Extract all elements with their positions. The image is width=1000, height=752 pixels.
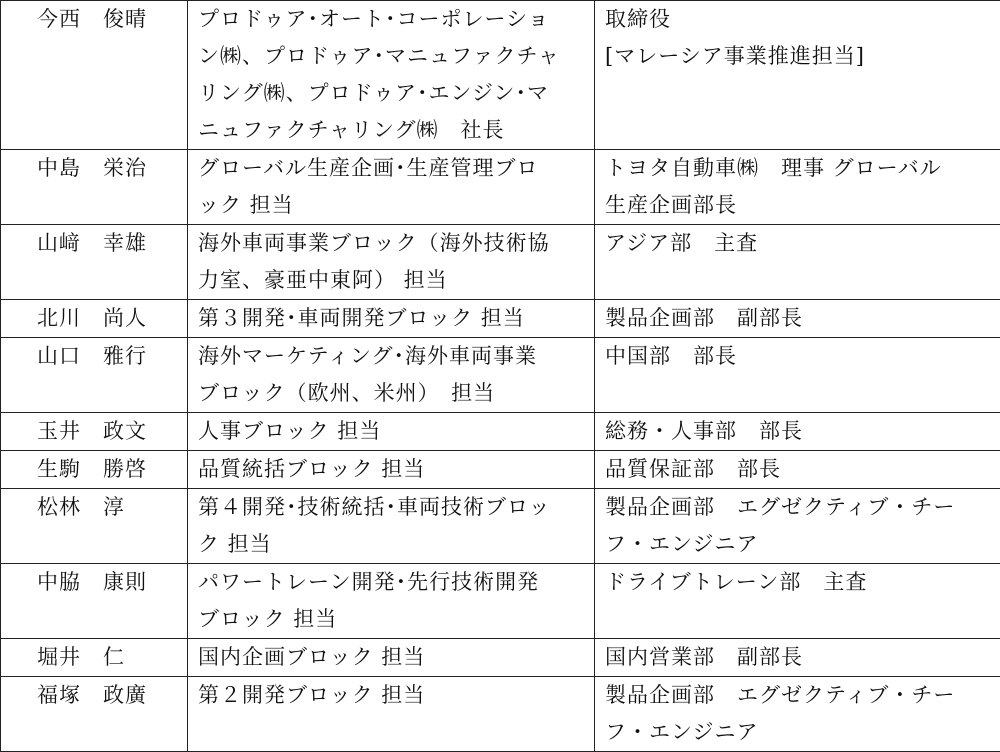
table-row xyxy=(1,338,1000,413)
name-cell: 福塚 政廣 xyxy=(1,677,188,752)
responsibility-cell xyxy=(188,338,595,413)
name-cell: 北川 尚人 xyxy=(1,300,188,338)
responsibility-line: 第２開発ブロック 担当 xyxy=(198,677,590,714)
responsibility-cell xyxy=(188,564,595,639)
name-cell: 堀井 仁 xyxy=(1,639,188,677)
name-cell: 中脇 康則 xyxy=(1,564,188,639)
responsibility-cell xyxy=(188,150,595,225)
responsibility-cell xyxy=(188,489,595,564)
position-cell xyxy=(595,1,1000,150)
position-cell xyxy=(595,225,1000,300)
responsibility-line: 品質統括ブロック 担当 xyxy=(198,451,590,488)
position-line: 製品企画部 エグゼクティブ・チー xyxy=(605,677,996,714)
table-row xyxy=(1,639,1000,677)
position-cell xyxy=(595,300,1000,338)
responsibility-line: 海外マーケティング･海外車両事業 xyxy=(198,338,590,375)
responsibility-line: ニュファクチャリング㈱ 社長 xyxy=(198,112,590,149)
table-row xyxy=(1,1,1000,150)
responsibility-cell xyxy=(188,1,595,150)
table-row xyxy=(1,150,1000,225)
position-line: 中国部 部長 xyxy=(605,338,996,375)
position-cell xyxy=(595,413,1000,451)
responsibility-line: ック 担当 xyxy=(198,187,590,224)
responsibility-line: ク 担当 xyxy=(198,526,590,563)
name-cell: 生駒 勝啓 xyxy=(1,451,188,489)
name-cell: 中島 栄治 xyxy=(1,150,188,225)
table-row xyxy=(1,451,1000,489)
responsibility-line: リング㈱、プロドゥア･エンジン･マ xyxy=(198,75,590,112)
position-line: トヨタ自動車㈱ 理事 グローバル xyxy=(605,150,996,187)
position-line: 製品企画部 エグゼクティブ・チー xyxy=(605,489,996,526)
position-line: フ・エンジニア xyxy=(605,526,996,563)
responsibility-line: パワートレーン開発･先行技術開発 xyxy=(198,564,590,601)
table-row xyxy=(1,413,1000,451)
name-cell: 今西 俊晴 xyxy=(1,1,188,150)
responsibility-line: ン㈱、プロドゥア･マニュファクチャ xyxy=(198,38,590,75)
position-line: フ・エンジニア xyxy=(605,714,996,751)
position-cell xyxy=(595,489,1000,564)
responsibility-cell xyxy=(188,639,595,677)
position-line: ドライブトレーン部 主査 xyxy=(605,564,996,601)
responsibility-cell xyxy=(188,225,595,300)
position-cell xyxy=(595,639,1000,677)
responsibility-line: グローバル生産企画･生産管理ブロ xyxy=(198,150,590,187)
responsibility-cell xyxy=(188,451,595,489)
table-row xyxy=(1,225,1000,300)
position-cell xyxy=(595,564,1000,639)
position-cell xyxy=(595,677,1000,752)
name-cell: 玉井 政文 xyxy=(1,413,188,451)
table-row xyxy=(1,300,1000,338)
position-line: 品質保証部 部長 xyxy=(605,451,996,488)
responsibility-cell xyxy=(188,677,595,752)
responsibility-cell xyxy=(188,300,595,338)
responsibility-line: 第３開発･車両開発ブロック 担当 xyxy=(198,300,590,337)
responsibility-line: 国内企画ブロック 担当 xyxy=(198,639,590,676)
position-line: 製品企画部 副部長 xyxy=(605,300,996,337)
responsibility-line: プロドゥア･オート･コーポレーショ xyxy=(198,1,590,38)
name-cell: 山﨑 幸雄 xyxy=(1,225,188,300)
responsibility-line: 海外車両事業ブロック（海外技術協 xyxy=(198,225,590,262)
responsibility-line: 人事ブロック 担当 xyxy=(198,413,590,450)
table-row xyxy=(1,489,1000,564)
position-line: 総務・人事部 部長 xyxy=(605,413,996,450)
responsibility-line: 力室、豪亜中東阿） 担当 xyxy=(198,262,590,299)
responsibility-line: 第４開発･技術統括･車両技術ブロッ xyxy=(198,489,590,526)
position-line: 国内営業部 副部長 xyxy=(605,639,996,676)
position-line: アジア部 主査 xyxy=(605,225,996,262)
position-cell xyxy=(595,338,1000,413)
name-cell: 山口 雅行 xyxy=(1,338,188,413)
position-line: 取締役 xyxy=(605,1,996,38)
name-cell: 松林 淳 xyxy=(1,489,188,564)
position-line: 生産企画部長 xyxy=(605,187,996,224)
table-row xyxy=(1,564,1000,639)
position-cell xyxy=(595,150,1000,225)
position-cell xyxy=(595,451,1000,489)
responsibility-line: ブロック 担当 xyxy=(198,601,590,638)
table-row xyxy=(1,677,1000,752)
responsibility-line: ブロック（欧州、米州） 担当 xyxy=(198,375,590,412)
position-line: [マレーシア事業推進担当] xyxy=(605,38,996,75)
responsibility-cell xyxy=(188,413,595,451)
